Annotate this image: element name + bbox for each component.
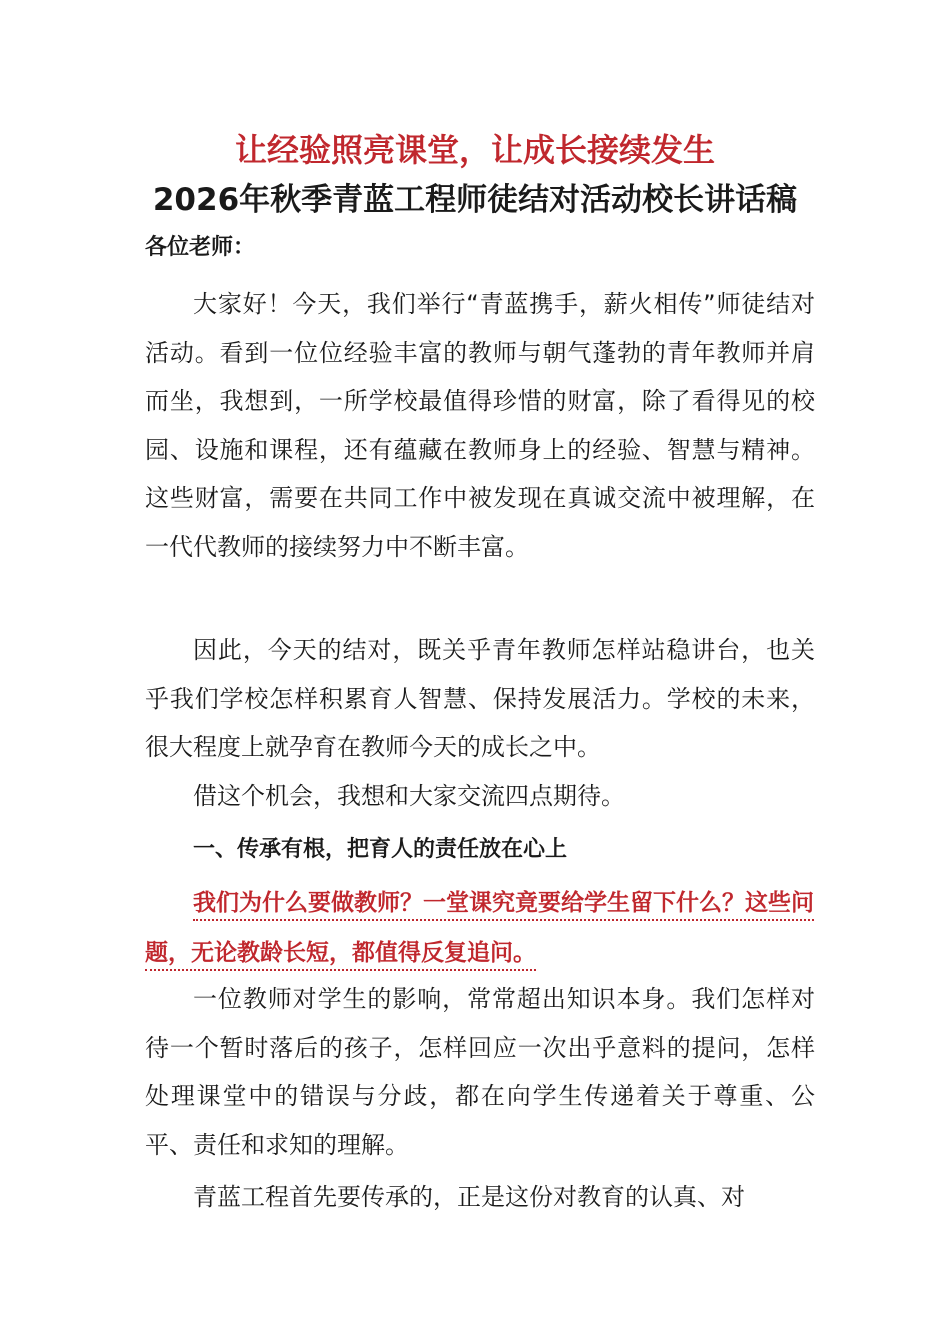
paragraph-inheritance: 青蓝工程首先要传承的，正是这份对教育的认真、对 bbox=[193, 1183, 745, 1211]
highlight-note-text: 我们为什么要做教师？一堂课究竟要给学生留下什么？这些问题，无论教龄长短，都值得反复追问。 bbox=[145, 890, 814, 971]
paragraph-opening: 大家好！今天，我们举行“青蓝携手，薪火相传”师徒结对活动。看到一位位经验丰富的教师与朝气蓬勃的青年教师并肩而坐，我想到，一所学校最值得珍惜的财富，除了看得见的校园、设施和课程，还有蕴藏在教师身上的经验、智慧与精神。这些财富，需要在共同工作中被发现在真诚交流中被理解，在一代代教师的接续努力中不断丰富。 bbox=[145, 290, 815, 561]
document-subtitle: 2026年秋季青蓝工程师徒结对活动校长讲话稿 bbox=[152, 182, 798, 218]
section-heading-1: 一、传承有根，把育人的责任放在心上 bbox=[193, 837, 568, 862]
highlight-note bbox=[145, 878, 835, 978]
paragraph-significance: 因此，今天的结对，既关乎青年教师怎样站稳讲台，也关乎我们学校怎样积累育人智慧、保持发展活力。学校的未来，很大程度上就孕育在教师今天的成长之中。 bbox=[145, 636, 815, 761]
paragraph-teacher-influence: 一位教师对学生的影响，常常超出知识本身。我们怎样对待一个暂时落后的孩子，怎样回应一次出乎意料的提问，怎样处理课堂中的错误与分歧，都在向学生传递着关于尊重、公平、责任和求知的理解。 bbox=[145, 985, 815, 1159]
salutation: 各位老师： bbox=[145, 235, 256, 260]
document-main-title: 让经验照亮课堂，让成长接续发生 bbox=[234, 131, 715, 169]
paragraph-four-expectations: 借这个机会，我想和大家交流四点期待。 bbox=[193, 782, 625, 810]
